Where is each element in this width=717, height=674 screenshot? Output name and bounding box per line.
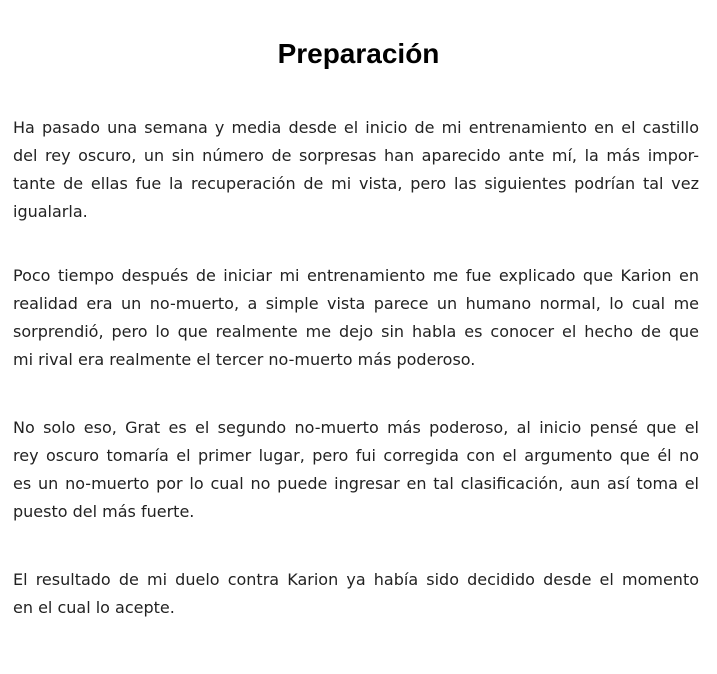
paragraph-line: mi rival era realmente el tercer no-muerto más poderoso. xyxy=(13,350,476,369)
paragraph-line: en el cual lo acepte. xyxy=(13,598,175,617)
paragraph-line: realidad era un no-muerto, a simple vista parece un humano normal, lo cual me xyxy=(13,294,699,313)
paragraph-line: sorprendió, pero lo que realmente me dejo sin habla es conocer el hecho de que xyxy=(13,322,699,341)
paragraph-line: tante de ellas fue la recuperación de mi vista, pero las siguientes podrían tal vez xyxy=(13,174,699,193)
paragraph-line: Poco tiempo después de iniciar mi entrenamiento me fue explicado que Karion en xyxy=(13,266,699,285)
paragraph-line: igualarla. xyxy=(13,202,88,221)
paragraph-line: rey oscuro tomaría el primer lugar, pero fui corregida con el argumento que él no xyxy=(13,446,699,465)
paragraph-line: El resultado de mi duelo contra Karion ya había sido decidido desde el momento xyxy=(13,570,699,589)
paragraph-4 xyxy=(13,566,699,622)
paragraph-3 xyxy=(13,414,699,526)
paragraph-line: Ha pasado una semana y media desde el inicio de mi entrenamiento en el castillo xyxy=(13,118,699,137)
page-title: Preparación xyxy=(277,38,440,69)
paragraph-line: puesto del más fuerte. xyxy=(13,502,195,521)
paragraph-line: es un no-muerto por lo cual no puede ingresar en tal clasificación, aun así toma el xyxy=(13,474,699,493)
paragraph-2 xyxy=(13,262,699,374)
paragraph-line: No solo eso, Grat es el segundo no-muerto más poderoso, al inicio pensé que el xyxy=(13,418,699,437)
paragraph-1 xyxy=(13,114,699,226)
paragraph-line: del rey oscuro, un sin número de sorpresas han aparecido ante mí, la más impor- xyxy=(13,146,699,165)
